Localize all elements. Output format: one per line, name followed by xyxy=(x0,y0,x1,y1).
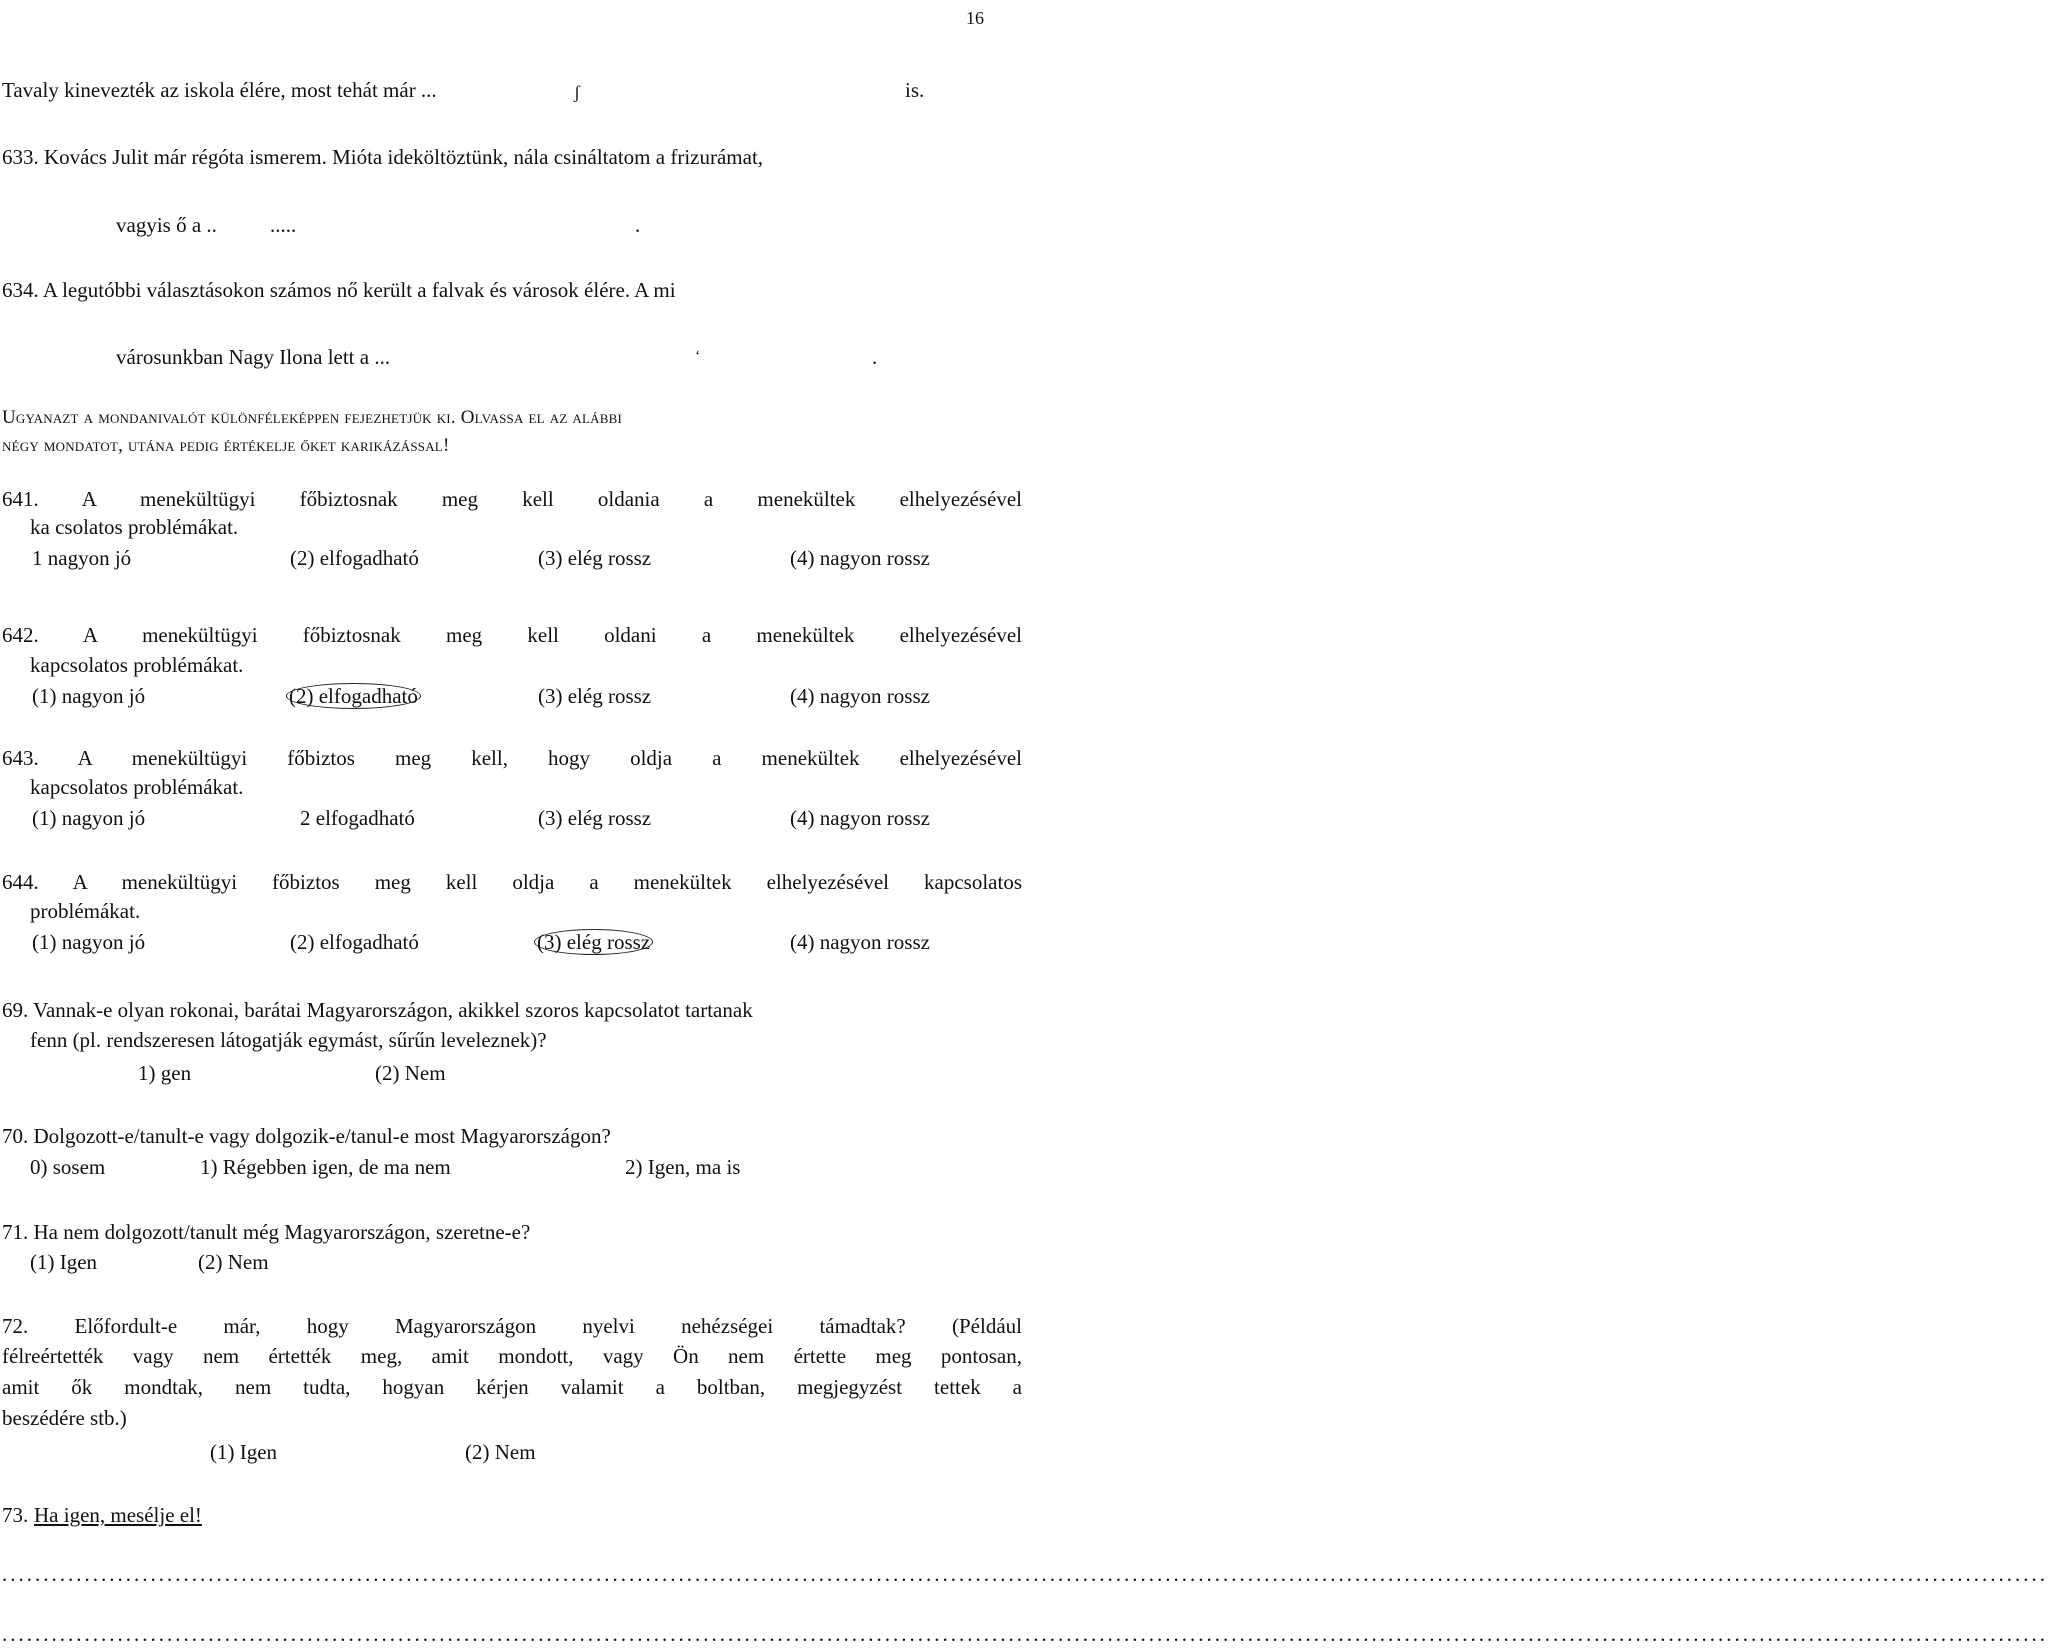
question-634-cont: városunkban Nagy Ilona lett a ... xyxy=(116,345,391,369)
question-643-cont: kapcsolatos problémákat. xyxy=(30,775,244,799)
question-643: 643. A menekültügyi főbiztos meg kell, hogy oldja a menekültek elhelyezésével xyxy=(2,746,1022,770)
q70-option-2[interactable]: 2) Igen, ma is xyxy=(625,1155,741,1179)
question-634-end: . xyxy=(872,345,878,369)
handwritten-mark-2: ʻ xyxy=(695,348,701,365)
handwritten-mark: ʃ xyxy=(574,82,580,102)
question-73: Ha igen, mesélje el! xyxy=(34,1503,202,1527)
question-642: 642. A menekültügyi főbiztosnak meg kell oldani a menekültek elhelyezésével xyxy=(2,623,1022,647)
tavaly-line-end: is. xyxy=(905,78,925,102)
q642-option-1[interactable]: (1) nagyon jó xyxy=(32,684,146,708)
question-633-cont: vagyis ő a .. xyxy=(116,213,217,237)
question-633: 633. Kovács Julit már régóta ismerem. Mióta ideköltöztünk, nála csináltatom a frizurámat, xyxy=(2,145,764,169)
q644-circle-mark xyxy=(534,929,653,955)
question-641: 641. A menekültügyi főbiztosnak meg kell oldania a menekültek elhelyezésével xyxy=(2,487,1022,511)
q72-option-2[interactable]: (2) Nem xyxy=(465,1440,536,1464)
question-69-cont: fenn (pl. rendszeresen látogatják egymást, sűrűn leveleznek)? xyxy=(30,1028,547,1052)
instruction-line-2: négy mondatot, utána pedig értékelje őket karikázással! xyxy=(2,435,450,456)
tavaly-line: Tavaly kinevezték az iskola élére, most tehát már ... xyxy=(2,78,437,102)
page-number: 16 xyxy=(966,8,984,28)
q644-option-3-circled[interactable] xyxy=(538,928,653,956)
question-72: 72. Előfordult-e már, hogy Magyarországon nyelvi nehézségei támadtak? (Például xyxy=(2,1314,1022,1338)
q641-option-2[interactable]: (2) elfogadható xyxy=(290,546,419,570)
q642-circle-mark xyxy=(286,683,421,709)
q643-option-3[interactable]: (3) elég rossz xyxy=(538,806,652,830)
question-633-end: . xyxy=(635,213,641,237)
q69-option-1[interactable]: 1) gen xyxy=(138,1061,192,1085)
q641-option-3[interactable]: (3) elég rossz xyxy=(538,546,652,570)
question-71: 71. Ha nem dolgozott/tanult még Magyarországon, szeretne-e? xyxy=(2,1220,531,1244)
q642-option-2: (2) elfogadható xyxy=(289,684,418,708)
q643-option-1[interactable]: (1) nagyon jó xyxy=(32,806,146,830)
answer-line-1[interactable]: ........................................................................................................................................................................................................................................................ xyxy=(2,1562,2048,1586)
q643-option-4[interactable]: (4) nagyon rossz xyxy=(790,806,930,830)
q70-option-0[interactable]: 0) sosem xyxy=(30,1155,106,1179)
q72-option-1[interactable]: (1) Igen xyxy=(210,1440,278,1464)
question-72-line-3: amit ők mondtak, nem tudta, hogyan kérjen valamit a boltban, megjegyzést tettek a xyxy=(2,1375,1022,1399)
question-633-dots: ..... xyxy=(270,213,297,237)
question-644: 644. A menekültügyi főbiztos meg kell oldja a menekültek elhelyezésével kapcsolatos xyxy=(2,870,1022,894)
q644-option-3: (3) elég rossz xyxy=(537,930,651,954)
q642-option-2-circled[interactable] xyxy=(290,682,421,710)
instruction-line-1: Ugyanazt a mondanivalót különféleképpen fejezhetjük ki. Olvassa el az alábbi xyxy=(2,407,623,428)
question-641-cont: ka csolatos problémákat. xyxy=(30,515,239,539)
question-69: 69. Vannak-e olyan rokonai, barátai Magyarországon, akikkel szoros kapcsolatot tartanak xyxy=(2,998,753,1022)
q643-option-2[interactable]: 2 elfogadható xyxy=(300,806,415,830)
q70-option-1[interactable]: 1) Régebben igen, de ma nem xyxy=(200,1155,451,1179)
q642-option-3[interactable]: (3) elég rossz xyxy=(538,684,652,708)
q644-option-4[interactable]: (4) nagyon rossz xyxy=(790,930,930,954)
question-642-cont: kapcsolatos problémákat. xyxy=(30,653,244,677)
q69-option-2[interactable]: (2) Nem xyxy=(375,1061,446,1085)
q641-option-4[interactable]: (4) nagyon rossz xyxy=(790,546,930,570)
question-70: 70. Dolgozott-e/tanult-e vagy dolgozik-e/tanul-e most Magyarországon? xyxy=(2,1124,611,1148)
question-634: 634. A legutóbbi választásokon számos nő került a falvak és városok élére. A mi xyxy=(2,278,676,302)
q641-option-1[interactable]: 1 nagyon jó xyxy=(32,546,132,570)
question-72-line-2: félreértették vagy nem értették meg, amit mondott, vagy Ön nem értette meg pontosan, xyxy=(2,1344,1022,1368)
question-73-number: 73. xyxy=(2,1503,29,1527)
question-644-cont: problémákat. xyxy=(30,899,141,923)
q71-option-2[interactable]: (2) Nem xyxy=(198,1250,269,1274)
q644-option-2[interactable]: (2) elfogadható xyxy=(290,930,419,954)
answer-line-2[interactable]: ........................................................................................................................................................................................................................................................ xyxy=(2,1622,2048,1646)
q644-option-1[interactable]: (1) nagyon jó xyxy=(32,930,146,954)
question-72-line-4: beszédére stb.) xyxy=(2,1406,127,1430)
q642-option-4[interactable]: (4) nagyon rossz xyxy=(790,684,930,708)
q71-option-1[interactable]: (1) Igen xyxy=(30,1250,98,1274)
